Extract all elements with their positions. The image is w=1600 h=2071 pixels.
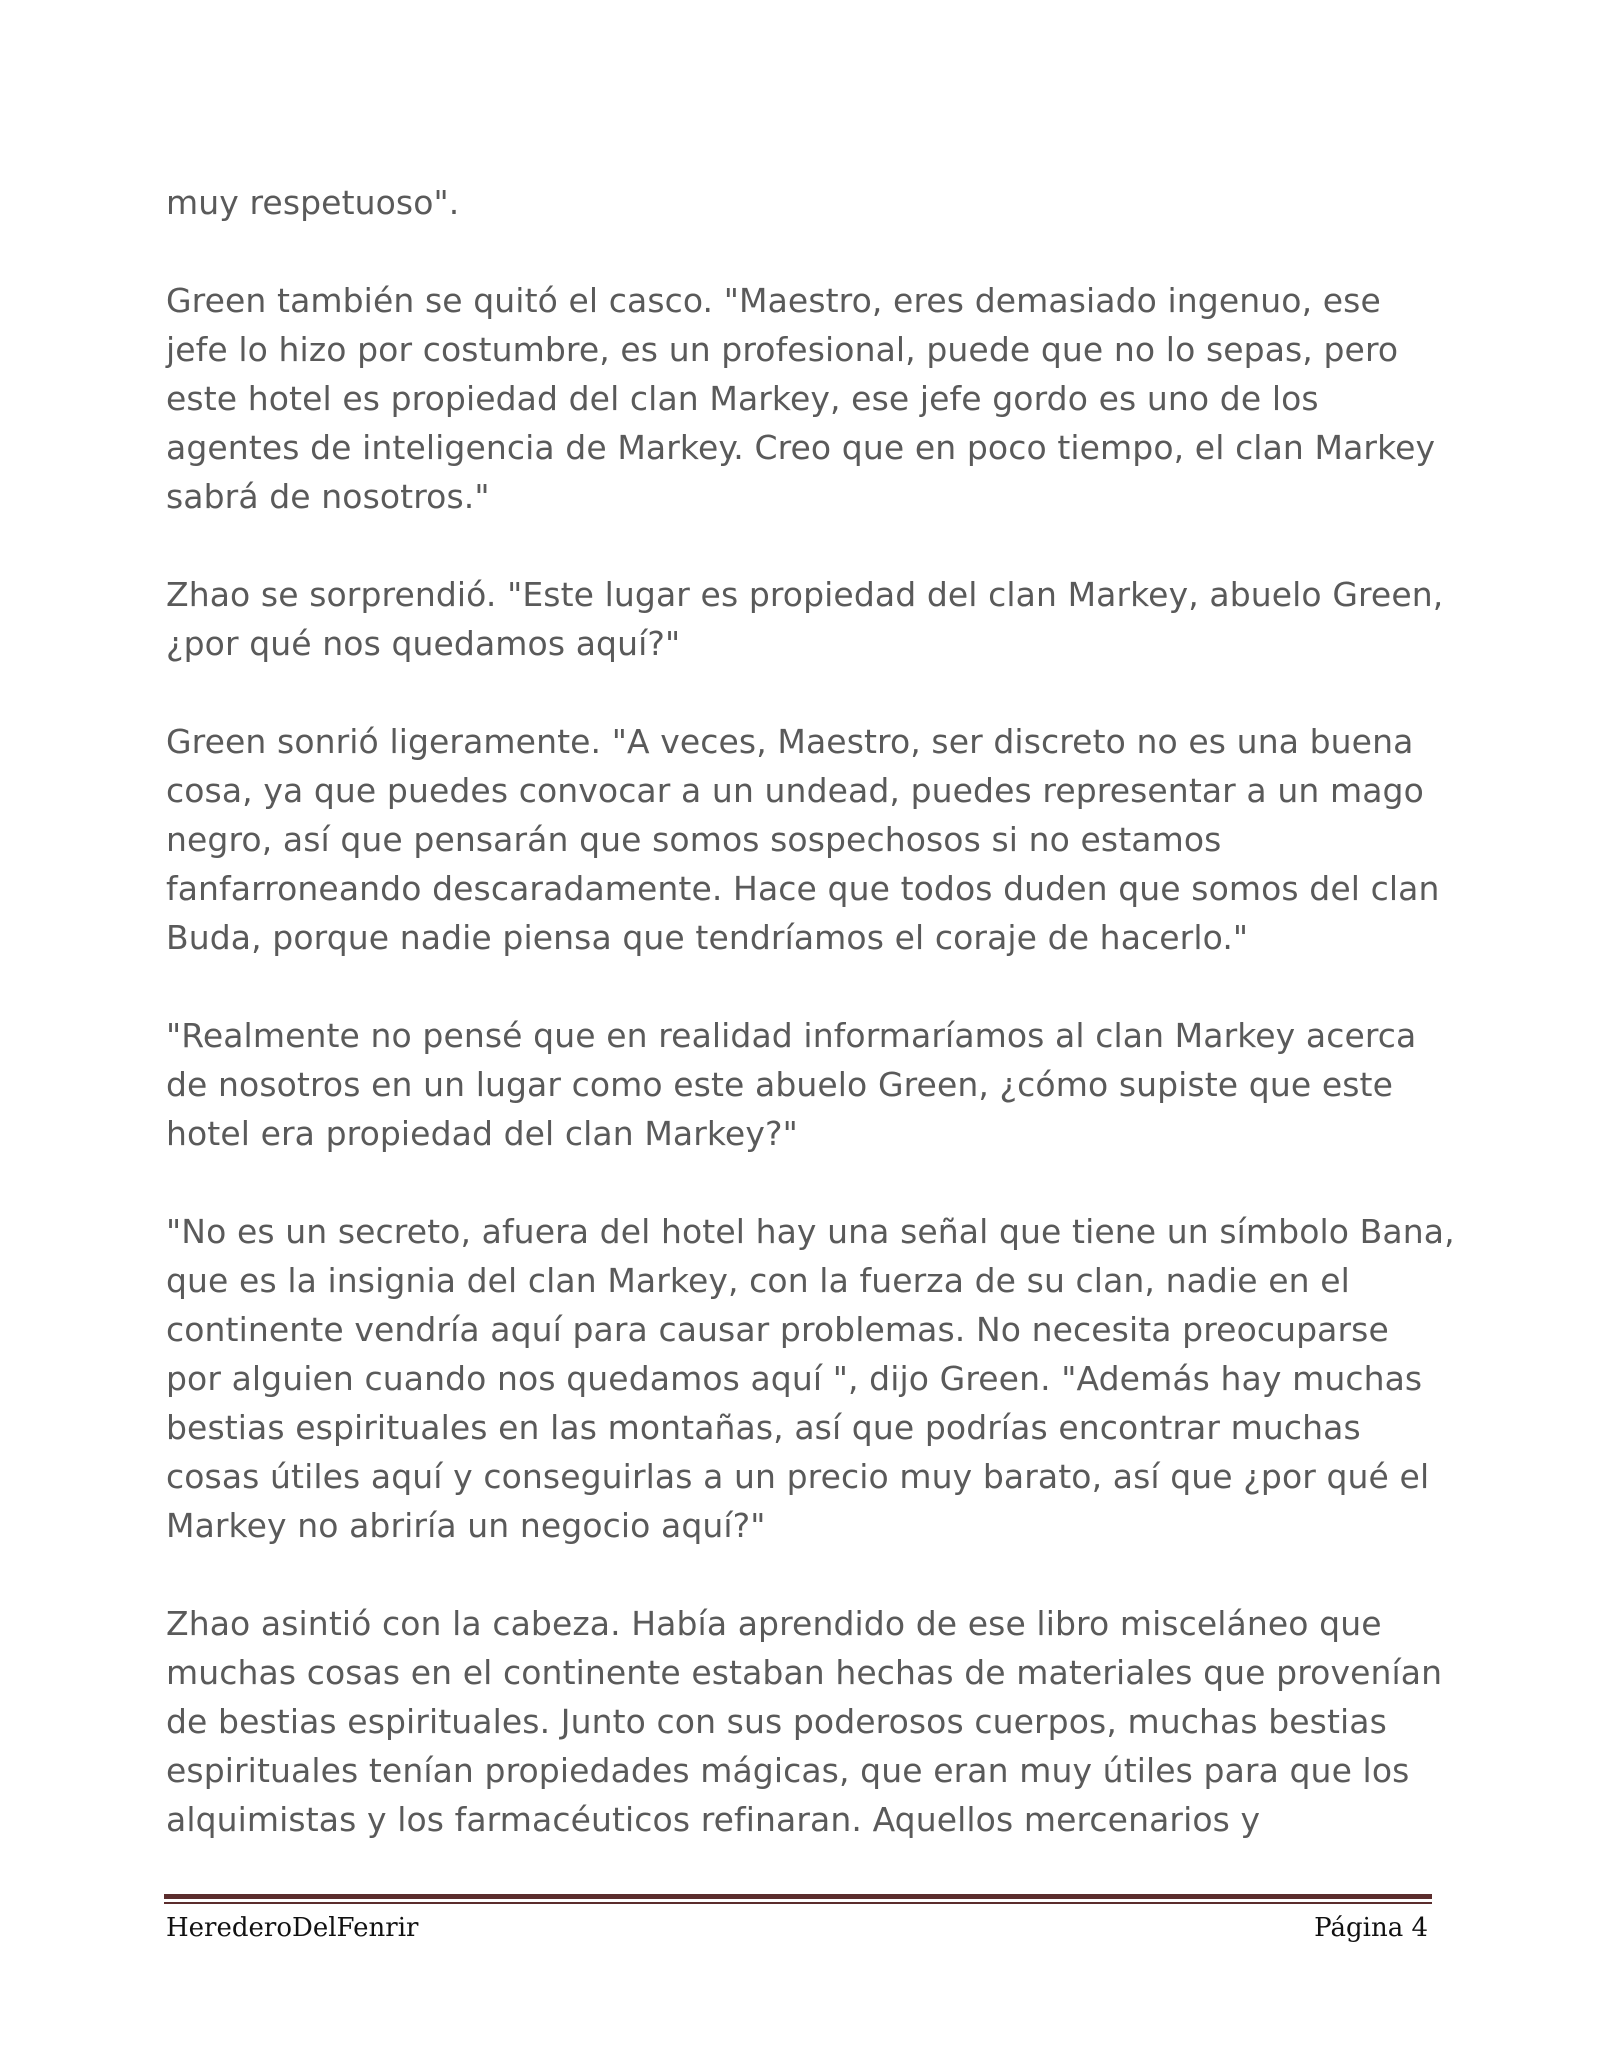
footer-divider-thick — [164, 1894, 1432, 1899]
paragraph-7: Zhao asintió con la cabeza. Había aprendido de ese libro misceláneo que muchas cosas en el continente estaban hechas de materiales que provenían de bestias espirituales. Junto con sus poderosos cuerpos, muchas bestias espirituales tenían propiedades mágicas, que eran muy útiles para que los alquimistas y los farmacéuticos refinaran. Aquellos mercenarios y — [166, 1604, 1443, 1839]
footer-divider-thin — [164, 1902, 1432, 1904]
body-text — [166, 178, 1456, 1893]
paragraph-5: "Realmente no pensé que en realidad informaríamos al clan Markey acerca de nosotros en un lugar como este abuelo Green, ¿cómo supiste que este hotel era propiedad del clan Markey?" — [166, 1016, 1417, 1153]
paragraph-6: "No es un secreto, afuera del hotel hay una señal que tiene un símbolo Bana, que es la insignia del clan Markey, con la fuerza de su clan, nadie en el continente vendría aquí para causar problemas. No necesita preocuparse por alguien cuando nos quedamos aquí ", dijo Green. "Además hay muchas bestias espirituales en las montañas, así que podrías encontrar muchas cosas útiles aquí y conseguirlas a un precio muy barato, así que ¿por qué el Markey no abriría un negocio aquí?" — [166, 1212, 1455, 1545]
paragraph-3: Zhao se sorprendió. "Este lugar es propiedad del clan Markey, abuelo Green, ¿por qué nos quedamos aquí?" — [166, 575, 1444, 663]
footer-page-number: Página 4 — [1314, 1913, 1428, 1943]
footer-author: HerederoDelFenrir — [166, 1913, 419, 1943]
paragraph-2: Green también se quitó el casco. "Maestro, eres demasiado ingenuo, ese jefe lo hizo por costumbre, es un profesional, puede que no lo sepas, pero este hotel es propiedad del clan Markey, ese jefe gordo es uno de los agentes de inteligencia de Markey. Creo que en poco tiempo, el clan Markey sabrá de nosotros." — [166, 281, 1436, 516]
paragraph-1: muy respetuoso". — [166, 183, 460, 222]
paragraph-4: Green sonrió ligeramente. "A veces, Maestro, ser discreto no es una buena cosa, ya que puedes convocar a un undead, puedes representar a un mago negro, así que pensarán que somos sospechosos si no estamos fanfarroneando descaradamente. Hace que todos duden que somos del clan Buda, porque nadie piensa que tendríamos el coraje de hacerlo." — [166, 722, 1440, 957]
